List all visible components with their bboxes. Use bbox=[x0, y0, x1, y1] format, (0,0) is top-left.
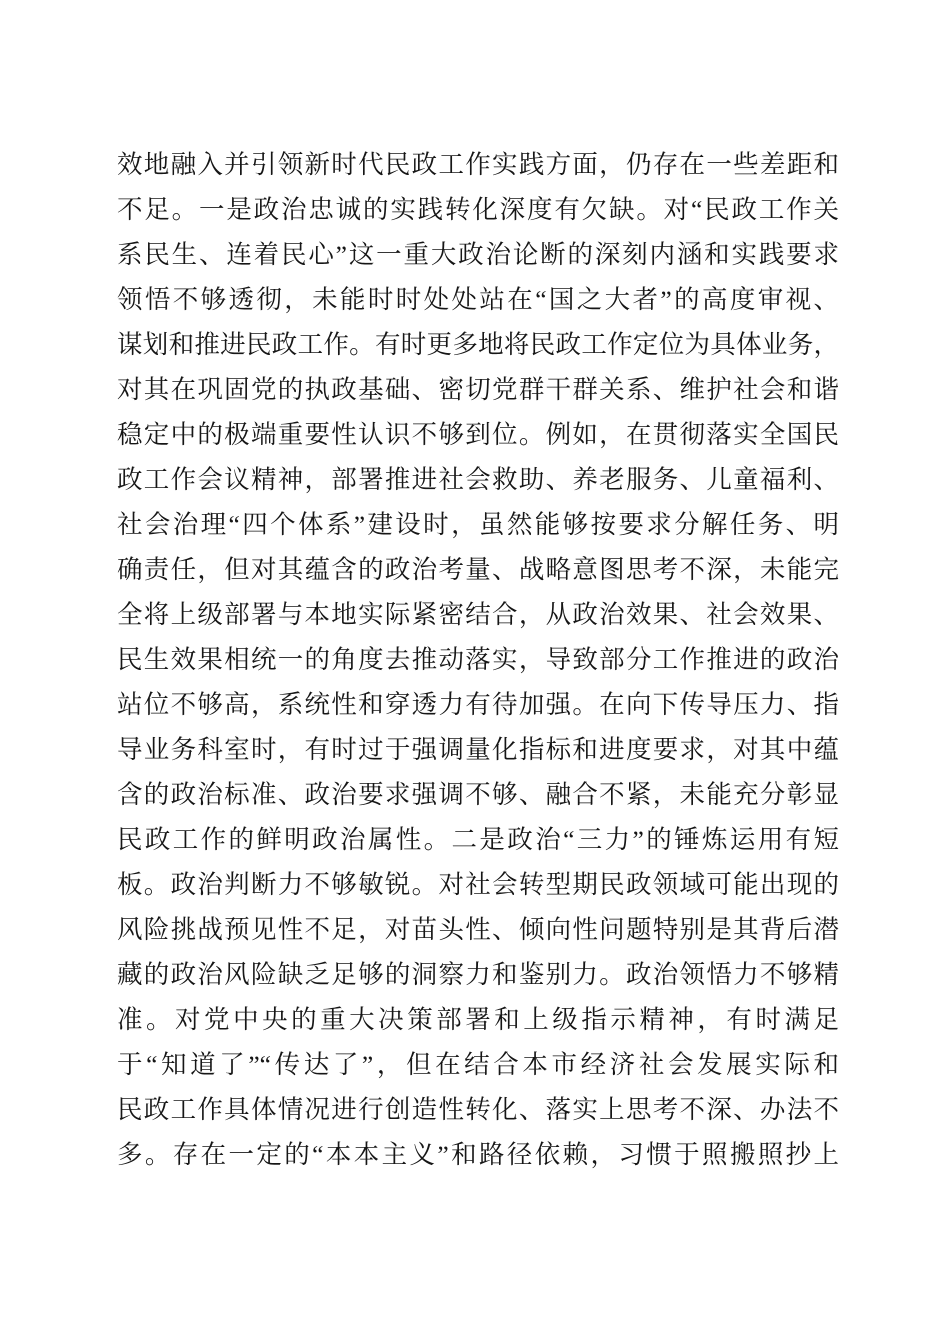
text-line: 于“知道了”“传达了”，但在结合本市经济社会发展实际和 bbox=[117, 1050, 839, 1079]
text-line: 社会治理“四个体系”建设时，虽然能够按要求分解任务、明 bbox=[117, 510, 839, 539]
text-line: 含的政治标准、政治要求强调不够、融合不紧，未能充分彰显 bbox=[117, 780, 839, 809]
text-line: 藏的政治风险缺乏足够的洞察力和鉴别力。政治领悟力不够精 bbox=[117, 960, 839, 989]
text-line: 系民生、连着民心”这一重大政治论断的深刻内涵和实践要求 bbox=[117, 240, 839, 269]
text-line: 稳定中的极端重要性认识不够到位。例如，在贯彻落实全国民 bbox=[117, 420, 839, 449]
text-line: 准。对党中央的重大决策部署和上级指示精神，有时满足 bbox=[117, 1005, 839, 1034]
text-line: 民生效果相统一的角度去推动落实，导致部分工作推进的政治 bbox=[117, 645, 839, 674]
text-line: 站位不够高，系统性和穿透力有待加强。在向下传导压力、指 bbox=[117, 690, 839, 719]
text-line: 效地融入并引领新时代民政工作实践方面，仍存在一些差距和 bbox=[117, 150, 839, 179]
text-line: 导业务科室时，有时过于强调量化指标和进度要求，对其中蕴 bbox=[117, 735, 839, 764]
text-line: 民政工作具体情况进行创造性转化、落实上思考不深、办法不 bbox=[117, 1095, 839, 1124]
text-line: 确责任，但对其蕴含的政治考量、战略意图思考不深，未能完 bbox=[117, 555, 839, 584]
text-line: 风险挑战预见性不足，对苗头性、倾向性问题特别是其背后潜 bbox=[117, 915, 839, 944]
text-line: 板。政治判断力不够敏锐。对社会转型期民政领域可能出现的 bbox=[117, 870, 839, 899]
text-line: 谋划和推进民政工作。有时更多地将民政工作定位为具体业务， bbox=[117, 330, 839, 359]
text-block bbox=[117, 142, 839, 1177]
text-line: 全将上级部署与本地实际紧密结合，从政治效果、社会效果、 bbox=[117, 600, 839, 629]
text-line: 不足。一是政治忠诚的实践转化深度有欠缺。对“民政工作关 bbox=[117, 195, 839, 224]
text-line: 领悟不够透彻，未能时时处处站在“国之大者”的高度审视、 bbox=[117, 285, 839, 314]
text-line: 对其在巩固党的执政基础、密切党群干群关系、维护社会和谐 bbox=[117, 375, 839, 404]
text-line: 多。存在一定的“本本主义”和路径依赖，习惯于照搬照抄上 bbox=[117, 1140, 839, 1169]
text-line: 民政工作的鲜明政治属性。二是政治“三力”的锤炼运用有短 bbox=[117, 825, 839, 854]
text-line: 政工作会议精神，部署推进社会救助、养老服务、儿童福利、 bbox=[117, 465, 839, 494]
